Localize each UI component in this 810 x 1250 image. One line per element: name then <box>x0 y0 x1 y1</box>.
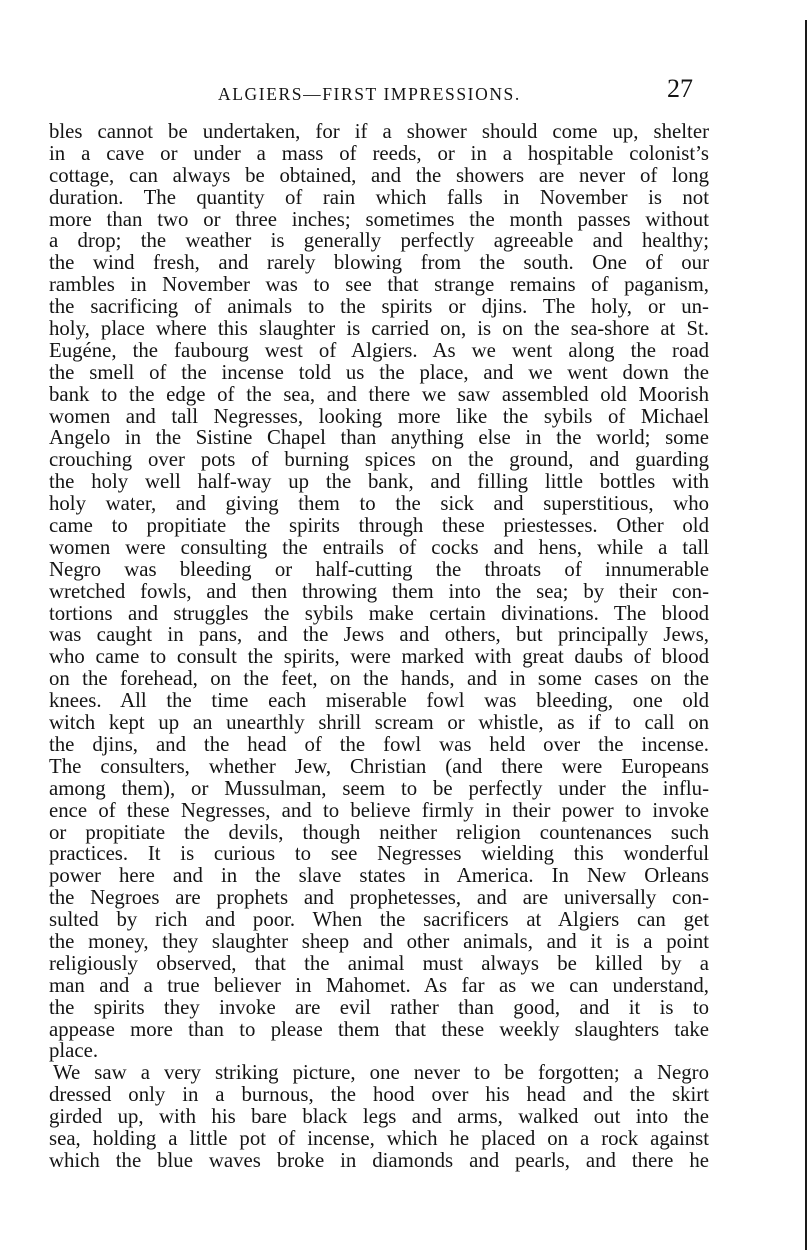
page-number: 27 <box>667 74 693 103</box>
paragraph-start-line: We saw a very striking picture, one never to be forgotten; a Negro <box>53 1061 709 1085</box>
text-line: bles cannot be undertaken, for if a shower should come up, shelter <box>49 120 709 143</box>
text-line: holy, place where this slaughter is carried on, is on the sea-shore at St. <box>49 317 709 341</box>
paragraph-end-line: place. <box>49 1039 99 1063</box>
text-line: a drop; the weather is generally perfectly agreeable and healthy; <box>49 229 709 253</box>
text-line: sulted by rich and poor. When the sacrificers at Algiers can get <box>49 908 709 932</box>
text-line: was caught in pans, and the Jews and others, but principally Jews, <box>49 623 709 647</box>
page-edge-rule <box>805 20 807 1250</box>
text-line: more than two or three inches; sometimes the month passes without <box>49 207 709 231</box>
text-line: cottage, can always be obtained, and the showers are never of long <box>49 163 709 187</box>
text-line: Negro was bleeding or half-cutting the throats of innumerable <box>49 557 709 581</box>
text-line: religiously observed, that the animal must always be killed by a <box>49 951 709 975</box>
page-header <box>0 74 810 104</box>
text-line: sea, holding a little pot of incense, which he placed on a rock against <box>49 1126 709 1150</box>
text-line: the holy well half-way up the bank, and filling little bottles with <box>49 470 709 494</box>
text-line: girded up, with his bare black legs and arms, walked out into the <box>49 1105 709 1129</box>
text-line: the money, they slaughter sheep and other animals, and it is a point <box>49 929 709 953</box>
text-line: the spirits they invoke are evil rather than good, and it is to <box>49 995 709 1019</box>
text-line: tortions and struggles the sybils make certain divinations. The blood <box>49 601 709 625</box>
text-line: came to propitiate the spirits through these priestesses. Other old <box>49 514 709 538</box>
text-line: dressed only in a burnous, the hood over his head and the skirt <box>49 1083 709 1107</box>
text-line: wretched fowls, and then throwing them into the sea; by their con- <box>49 579 709 603</box>
text-line: ence of these Negresses, and to believe firmly in their power to invoke <box>49 798 709 822</box>
text-line: Angelo in the Sistine Chapel than anything else in the world; some <box>49 426 709 450</box>
text-line: the sacrificing of animals to the spirits or djins. The holy, or un- <box>49 295 709 319</box>
text-line: appease more than to please them that these weekly slaughters take <box>49 1017 709 1041</box>
text-line: witch kept up an unearthly shrill scream or whistle, as if to call on <box>49 711 709 735</box>
text-line: in a cave or under a mass of reeds, or in a hospitable colonist’s <box>49 141 709 165</box>
running-title: ALGIERS—FIRST IMPRESSIONS. <box>218 84 521 104</box>
text-line: women were consulting the entrails of cocks and hens, while a tall <box>49 535 709 559</box>
text-line: holy water, and giving them to the sick and superstitious, who <box>49 492 709 516</box>
text-line: crouching over pots of burning spices on the ground, and guarding <box>49 448 709 472</box>
text-line: the wind fresh, and rarely blowing from the south. One of our <box>49 251 709 275</box>
body-text <box>49 121 709 1172</box>
text-line: on the forehead, on the feet, on the hands, and in some cases on the <box>49 667 709 691</box>
text-line: who came to consult the spirits, were marked with great daubs of blood <box>49 645 709 669</box>
text-line: practices. It is curious to see Negresses wielding this wonderful <box>49 842 709 866</box>
text-line: man and a true believer in Mahomet. As far as we can understand, <box>49 973 709 997</box>
text-line: bank to the edge of the sea, and there we saw assembled old Moorish <box>49 382 709 406</box>
text-line: women and tall Negresses, looking more like the sybils of Michael <box>49 404 709 428</box>
text-line: the smell of the incense told us the place, and we went down the <box>49 360 709 384</box>
text-line: Eugéne, the faubourg west of Algiers. As we went along the road <box>49 338 709 362</box>
text-line: duration. The quantity of rain which falls in November is not <box>49 185 709 209</box>
text-line: the djins, and the head of the fowl was held over the incense. <box>49 732 709 756</box>
text-line: the Negroes are prophets and prophetesses, and are universally con- <box>49 886 709 910</box>
text-line: knees. All the time each miserable fowl was bleeding, one old <box>49 689 709 713</box>
text-line: which the blue waves broke in diamonds and pearls, and there he <box>49 1148 709 1172</box>
text-line: or propitiate the devils, though neither religion countenances such <box>49 820 709 844</box>
text-line: among them), or Mussulman, seem to be perfectly under the influ- <box>49 776 709 800</box>
text-line: The consulters, whether Jew, Christian (and there were Europeans <box>49 754 709 778</box>
text-line: rambles in November was to see that strange remains of paganism, <box>49 273 709 297</box>
text-line: power here and in the slave states in America. In New Orleans <box>49 864 709 888</box>
